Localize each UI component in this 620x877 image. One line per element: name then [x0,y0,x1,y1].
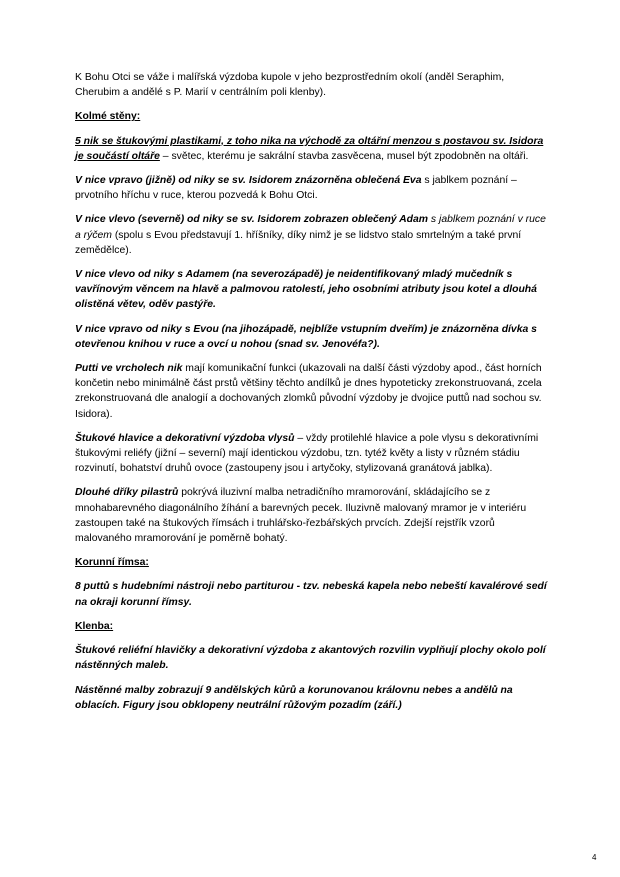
emphasis-text: Putti ve vrcholech nik [75,363,183,375]
paragraph-eva [75,173,550,203]
paragraph-divka: V nice vpravo od niky s Evou (na jihozápadě, nejblíže vstupním dveřím) je znázorněna dívka s otevřenou knihou v ruce a ovcí u nohou (snad sv. Jenovéfa?). [75,323,537,350]
paragraph-text: (spolu s Evou představují 1. hříšníky, díky nimž je se lidstvo stalo smrtelným a také první zemědělce). [75,229,522,256]
emphasis-text: Dlouhé dříky pilastrů [75,487,179,499]
paragraph-adam [75,212,550,258]
paragraph-text: pokrývá iluzivní malba netradičního mramorování, skládajícího se z mnohabarevného diagonálního žíhání a barevných pecek. Iluzivně malovaný mramor je v interiéru zastoupen také na štukových římsách i truhlářsko-řezbářských prvcích. Zdejší rejstřík vzorů malovaného mramorování je poměrně bohatý. [75,487,527,545]
paragraph-putti-kapela: 8 puttů s hudebními nástroji nebo partiturou - tzv. nebeská kapela nebo nebeští kavalérové sedí na okraji korunní římsy. [75,581,547,608]
emphasis-text: V nice vpravo (jižně) od niky se sv. Isidorem znázorněna oblečená Eva [75,175,422,187]
italic-text: s jablkem poznání v ruce a rýčem [75,214,546,241]
paragraph-pilastry [75,485,550,546]
paragraph-text: s jablkem poznání – prvotního hříchu v ruce, kterou pozvedá k Bohu Otci. [75,175,517,202]
document-body [75,70,550,722]
paragraph-mucednik: V nice vlevo od niky s Adamem (na severozápadě) je neidentifikovaný mladý mučedník s vavřínovým věncem na hlavě a palmovou ratolestí, jeho osobními atributy jsou kotel a dlouhá olistěná větev, oděv pastýře. [75,269,537,311]
paragraph-malby: Nástěnné malby zobrazují 9 andělských kůrů a korunovanou královnu nebes a andělů na oblacích. Figury jsou obklopeny neutrální růžovým pozadím (září.) [75,684,513,711]
emphasis-text: 5 nik se štukovými plastikami, z toho nika na východě za oltářní menzou s postavou sv. Isidora je součástí oltáře [75,135,544,162]
paragraph-hlavice [75,431,550,477]
paragraph-text: – světec, kterému je sakrální stavba zasvěcena, musel být zpodobněn na oltáři. [159,150,529,162]
emphasis-text: V nice vlevo (severně) od niky se sv. Isidorem zobrazen oblečený Adam [75,214,429,226]
emphasis-text: Štukové hlavice a dekorativní výzdoba vlysů [75,432,295,444]
paragraph-text: mají komunikační funkci (ukazovali na další části výzdoby apod., část horních končetin nebo minimálně část prstů většiny těchto andílků je dnes hypoteticky zrekonstruovaná, zcela zrekonstruovaná dle analogií a dochovaných zlomků původní výzdoby je dvojice puttů nad sochou sv. Isidora). [75,363,542,420]
paragraph-niky [75,134,550,164]
paragraph-putti [75,361,550,422]
heading-klenba: Klenba: [75,620,114,632]
paragraph-text: – vždy protilehlé hlavice a pole vlysu s dekorativními štukovými reliéfy (jižní – severní) mají identickou výzdobu, tzn. tytéž květy a listy v různém stádiu rozvinutí, bohatství druhů ovoce (zastoupeny jsou i artyčoky, stylizovaná granátová jablka). [75,432,539,475]
heading-korunni-rimsa: Korunní římsa: [75,557,149,569]
paragraph-kupole [75,70,550,100]
heading-kolme-steny: Kolmé stěny: [75,111,141,123]
paragraph-hlavicky: Štukové reliéfní hlavičky a dekorativní výzdoba z akantových rozvilin vyplňují plochy okolo polí nástěnných maleb. [75,645,546,672]
page-number: 4 [592,853,597,862]
paragraph-text: K Bohu Otci se váže i malířská výzdoba kupole v jeho bezprostředním okolí (anděl Seraphim, Cherubim a andělé s P. Marií v centrálním poli klenby). [75,72,505,99]
